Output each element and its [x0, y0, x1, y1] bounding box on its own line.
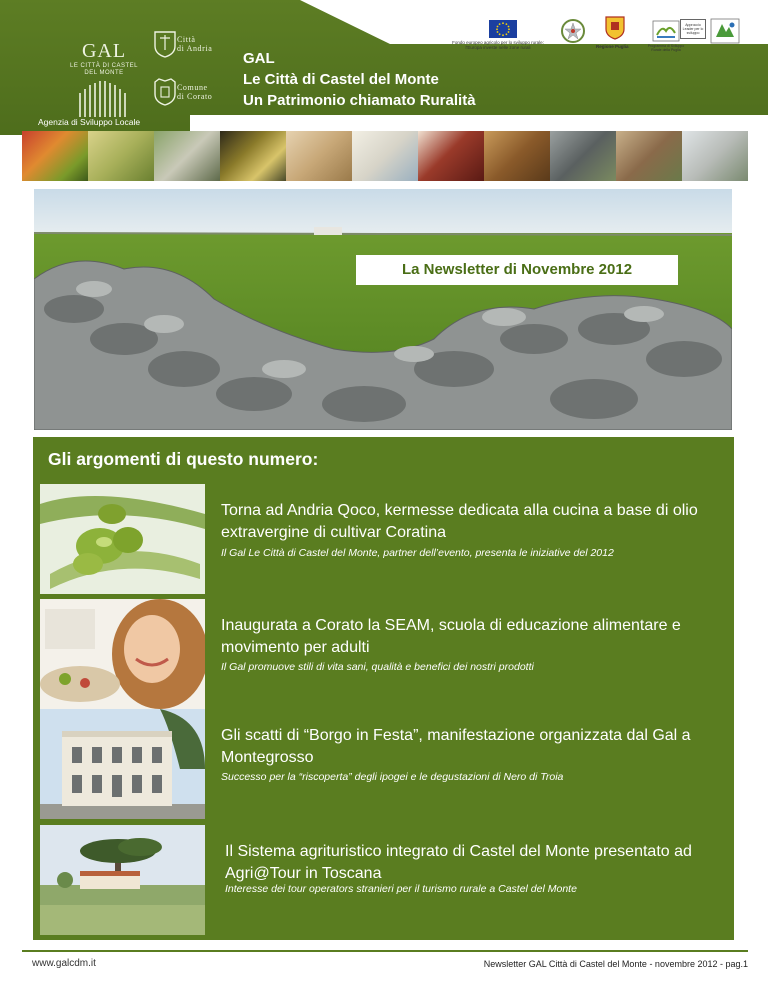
header-title-line2: Le Città di Castel del Monte	[243, 71, 439, 88]
crest-andria-label	[177, 35, 212, 53]
hero-landscape	[34, 189, 732, 430]
hero-image	[34, 189, 732, 430]
article-headline[interactable]: Torna ad Andria Qoco, kermesse dedicata alla cucina a base di olio extravergine di cultivar Coratina	[221, 502, 698, 541]
header-title-line1: GAL	[243, 50, 275, 67]
article-subline: Interesse dei tour operators stranieri per il turismo rurale a Castel del Monte	[225, 883, 577, 895]
puglia-label: Regione Puglia	[596, 44, 629, 49]
crest-andria-label-2: di Andria	[177, 44, 213, 53]
article-thumb-olives	[40, 484, 205, 594]
eu-text-2: l'Europa investe nelle zone rurali	[465, 45, 531, 50]
article-subline: Il Gal Le Città di Castel del Monte, partner dell’evento, presenta le iniziative del 2012	[221, 547, 614, 559]
article-item[interactable]	[40, 599, 730, 709]
crest-corato-label	[177, 83, 212, 101]
article-item[interactable]	[40, 825, 730, 935]
footer-url-link[interactable]: www.galcdm.it	[32, 958, 96, 969]
header-title	[243, 48, 476, 111]
article-headline[interactable]: Il Sistema agrituristico integrato di Castel del Monte presentato ad Agri@Tour in Toscana	[225, 843, 692, 882]
strip-photo-oil	[220, 131, 286, 181]
article-headline[interactable]: Gli scatti di “Borgo in Festa”, manifestazione organizzata dal Gal a Montegrosso	[221, 727, 691, 766]
strip-photo-castle	[682, 131, 748, 181]
crest-andria-icon	[153, 30, 177, 58]
rural-logo	[680, 19, 706, 39]
strip-photo-wine	[418, 131, 484, 181]
contents-title: Gli argomenti di questo numero:	[48, 449, 319, 469]
article-headline[interactable]: Inaugurata a Corato la SEAM, scuola di educazione alimentare e movimento per adulti	[221, 617, 681, 656]
strip-photo-farmer	[154, 131, 220, 181]
strip-photo-fruit	[22, 131, 88, 181]
strip-photo-church	[484, 131, 550, 181]
gal-logo-sub: LE CITTÀ DI CASTEL DEL MONTE	[69, 63, 138, 76]
photo-strip	[22, 131, 748, 181]
header-title-line3: Un Patrimonio chiamato Ruralità	[243, 92, 476, 109]
article-subline: Il Gal promuove stili di vita sani, qualità e benefici dei nostri prodotti	[221, 661, 534, 673]
article-item[interactable]	[40, 709, 730, 819]
article-thumb-farmhouse	[40, 825, 205, 935]
eu-flag-icon	[489, 20, 517, 38]
crest-corato-label-1: Comune	[177, 83, 208, 92]
strip-photo-cheese	[352, 131, 418, 181]
article-thumb-woman	[40, 599, 205, 709]
strip-photo-grapes	[88, 131, 154, 181]
contents-panel	[33, 437, 734, 940]
crest-corato-label-2: di Corato	[177, 92, 213, 101]
psr-label: Programma di Sviluppo Rurale della Puglia	[647, 44, 685, 52]
footer-info: Newsletter GAL Città di Castel del Monte - novembre 2012 - pag.1	[483, 959, 748, 969]
gal-logo-word: GAL	[81, 40, 127, 62]
page-header	[0, 0, 768, 135]
rural-tag: Approccio Leader per lo sviluppo	[682, 23, 704, 35]
hero-caption: La Newsletter di Novembre 2012	[356, 255, 678, 285]
article-subline: Successo per la “riscoperta” degli ipogei e le degustazioni di Nero di Troia	[221, 771, 564, 783]
article-thumb-palazzo	[40, 709, 205, 819]
gal-logo-icon	[64, 40, 144, 120]
italian-emblem-icon	[560, 18, 586, 44]
strip-photo-almonds	[286, 131, 352, 181]
logo-area	[40, 10, 270, 118]
crest-corato-icon	[153, 78, 177, 106]
article-item[interactable]	[40, 484, 730, 594]
eu-text-1: Fondo europeo agricolo per lo sviluppo rurale:	[452, 40, 544, 45]
puglia-emblem-icon	[605, 16, 625, 40]
agency-label: Agenzia di Sviluppo Locale	[38, 117, 141, 127]
page-footer	[22, 950, 748, 976]
eu-text	[443, 40, 553, 50]
crest-andria-label-1: Città	[177, 35, 196, 44]
psr-logo-icon	[652, 20, 680, 42]
strip-photo-horses	[616, 131, 682, 181]
strip-photo-stones	[550, 131, 616, 181]
leader-logo-icon	[710, 18, 740, 44]
